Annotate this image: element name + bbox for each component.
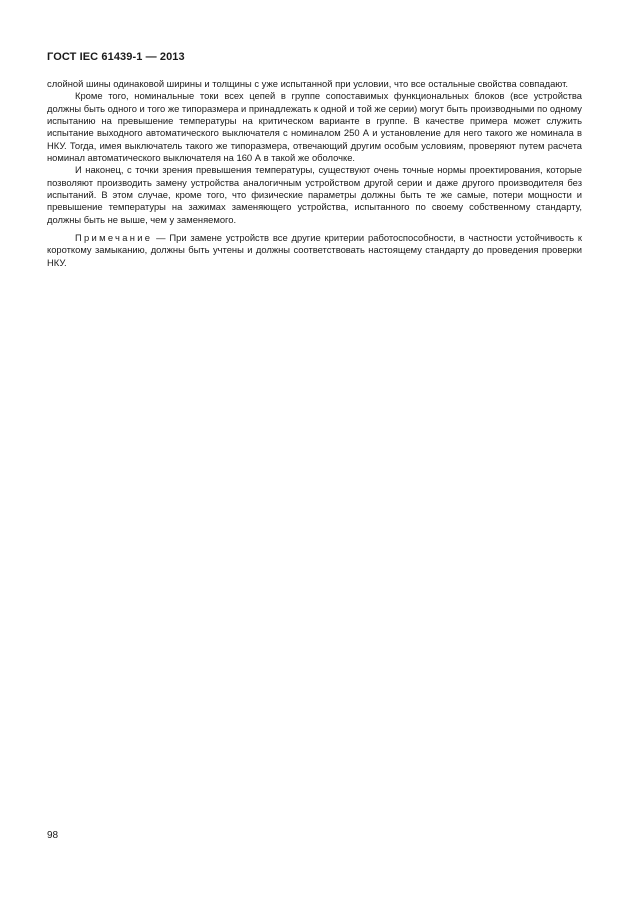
note-text: — При замене устройств все другие критерии работоспособности, в частности устойчивость к короткому замыканию, должны быть учтены и должны соответствовать настоящему стандарту до проведения проверки НКУ. [47, 232, 582, 268]
page-number: 98 [47, 830, 59, 841]
document-header: ГОСТ IEC 61439-1 — 2013 [47, 51, 185, 63]
paragraph-continuation: слойной шины одинаковой ширины и толщины с уже испытанной при условии, что все остальные свойства совпадают. [47, 78, 568, 89]
note-label: Примечание [75, 232, 153, 244]
paragraph-design-rules: И наконец, с точки зрения превышения температуры, существуют очень точные нормы проектирования, которые позволяют производить замену устройства аналогичным устройством другой серии и даже другого производителя без испытаний. В этом случае, кроме того, что физические параметры должны быть те же самые, потери мощности и превышение температуры на зажимах заменяющего устройства, испытанного по своему собственному стандарту, должны быть не выше, чем у заменяемого. [47, 164, 582, 225]
document-body [47, 78, 582, 269]
paragraph-rated-currents: Кроме того, номинальные токи всех цепей в группе сопоставимых функциональных блоков (все устройства должны быть одного и того же типоразмера и принадлежать к одной и той же серии) могут быть производными по одному испытанию на превышение температуры на критическом варианте в группе. В качестве примера может служить испытание выходного автоматического выключателя с номиналом 250 А и установление для него такого же номинала в НКУ. Тогда, имея выключатель такого же типоразмера, отвечающий другим особым условиям, проверяют путем расчета номинал автоматического выключателя на 160 А в такой же оболочке. [47, 90, 582, 164]
note-paragraph [47, 232, 582, 269]
